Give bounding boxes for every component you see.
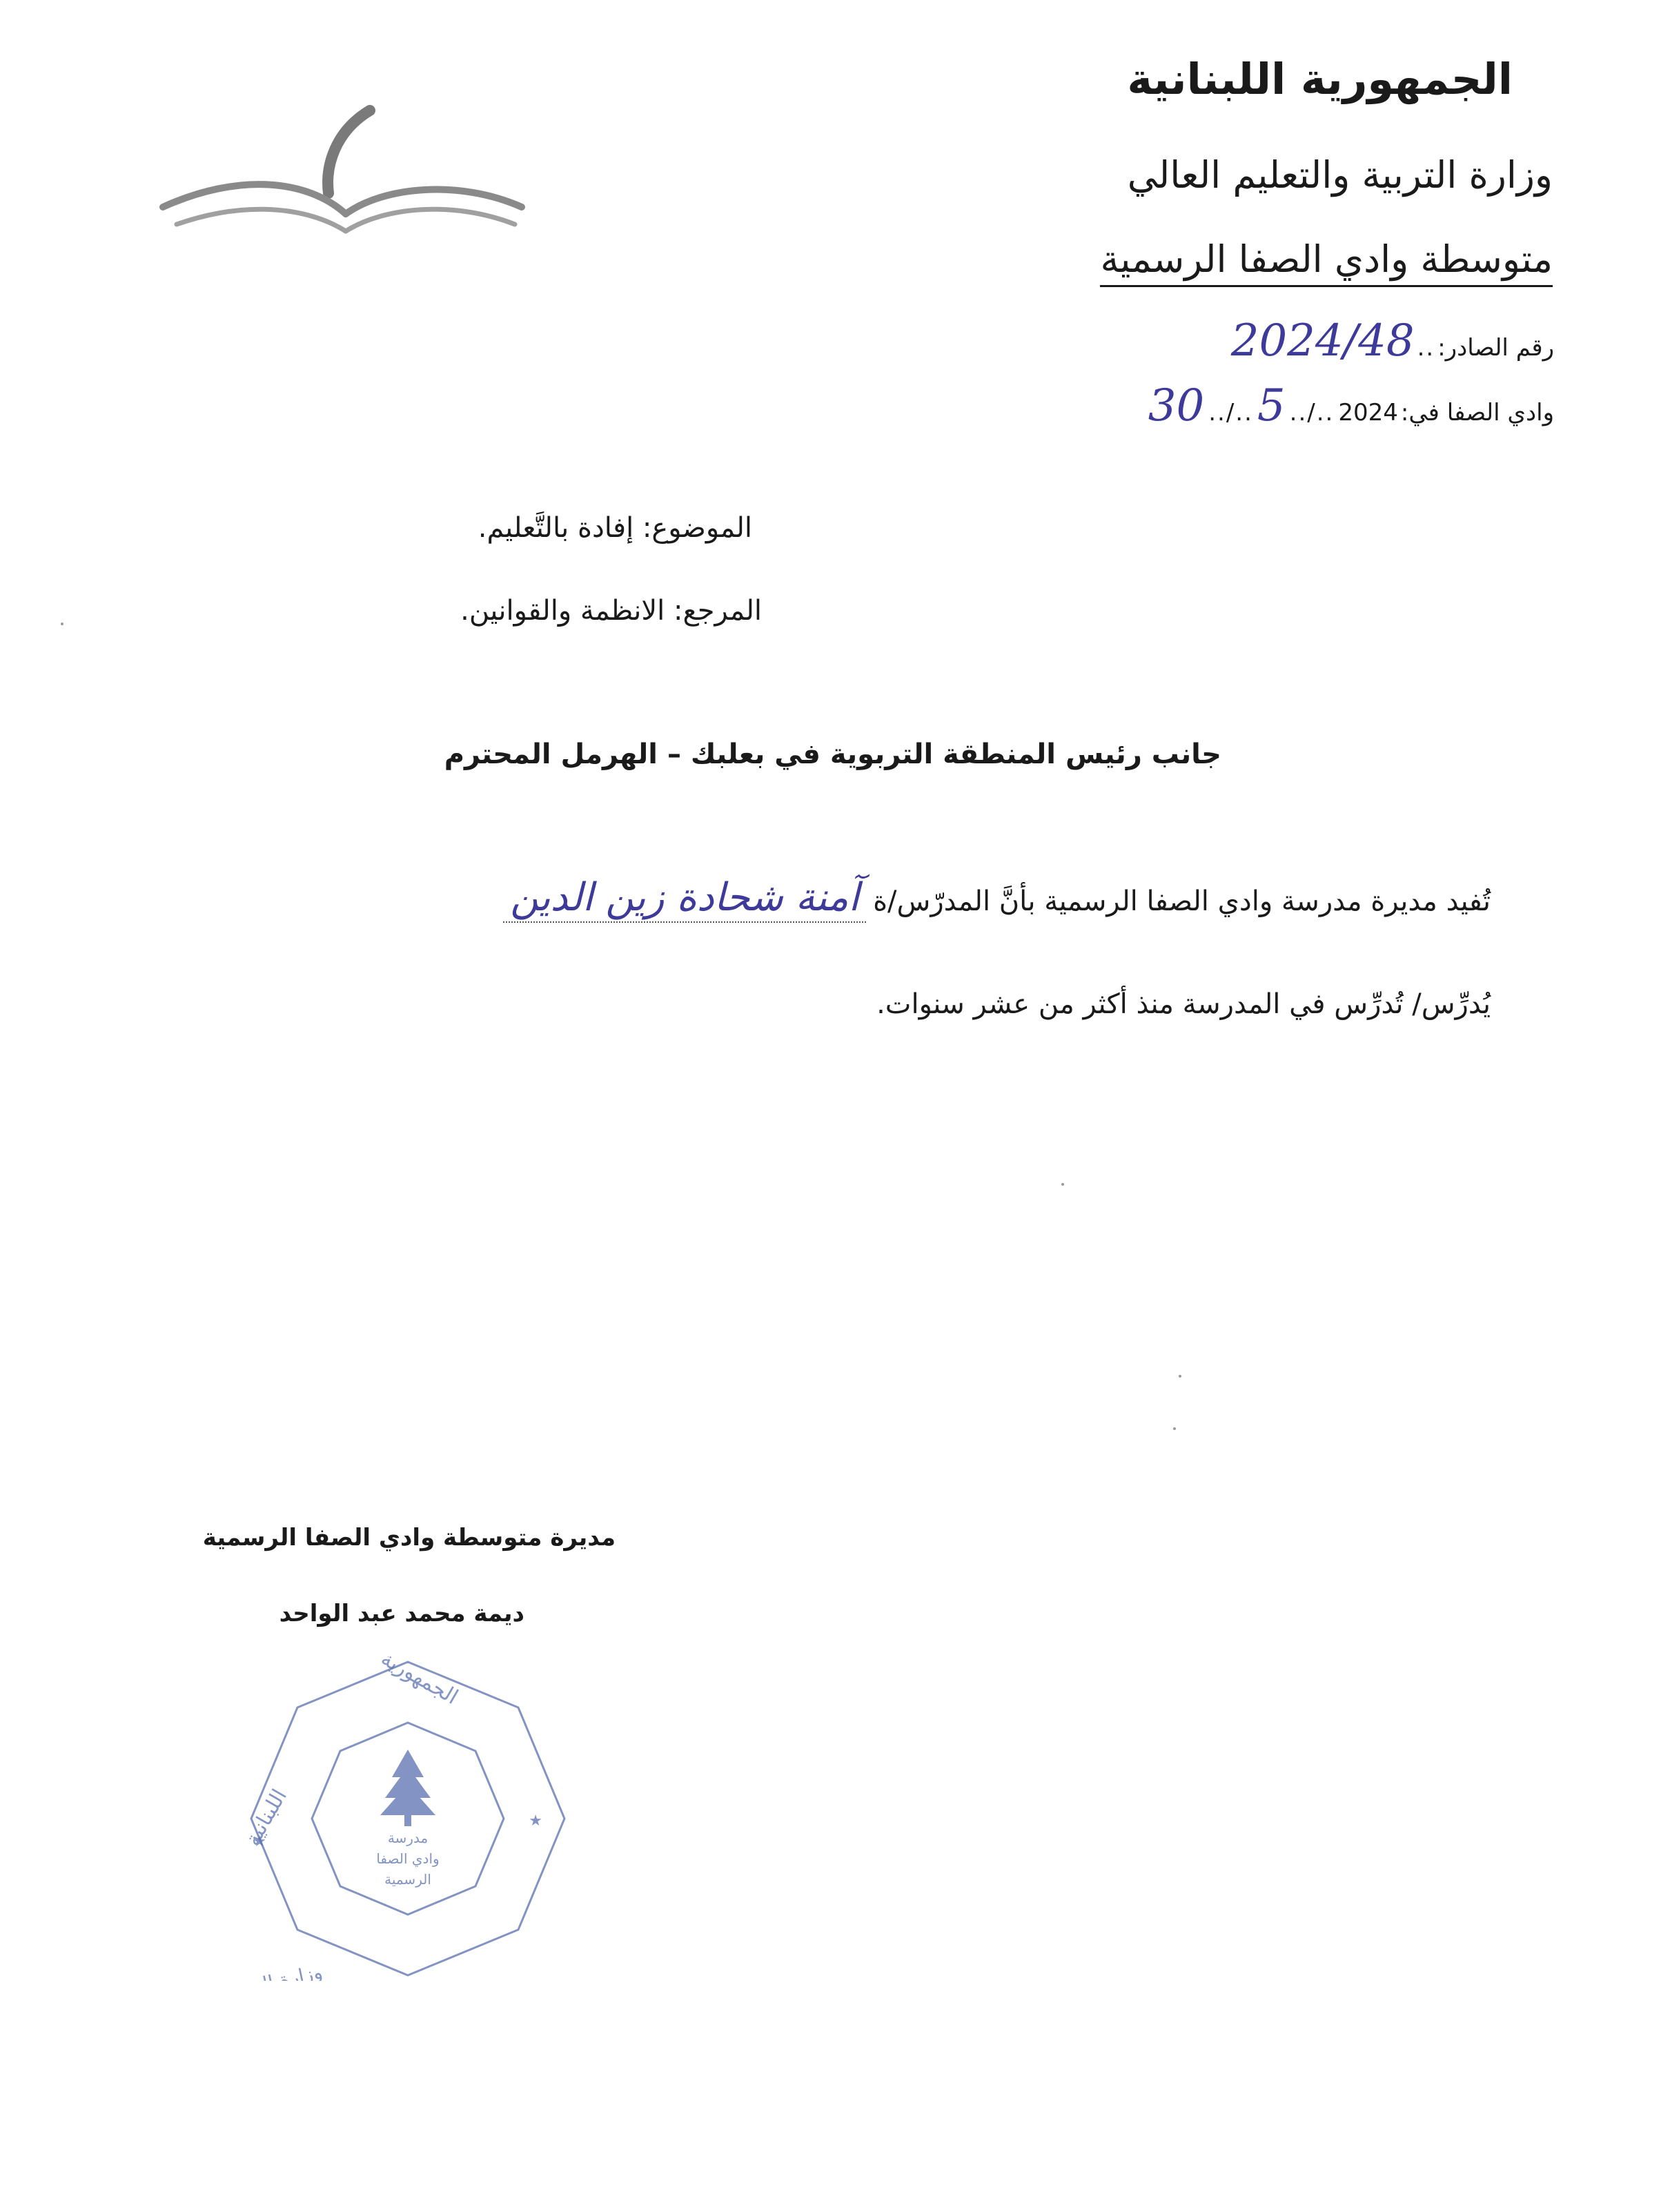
reference-line: المرجع: الانظمة والقوانين. xyxy=(460,595,762,627)
signatory-name: ديمة محمد عبد الواحد xyxy=(279,1600,524,1627)
outgoing-number-label: رقم الصادر: xyxy=(1437,334,1554,362)
scan-speck xyxy=(1179,1375,1181,1378)
stamp-star-icon: ★ xyxy=(529,1812,542,1830)
scan-speck xyxy=(61,623,63,625)
stamp-text-left: اللبنانية xyxy=(246,1785,292,1850)
issue-date-label: وادي الصفا في: xyxy=(1400,399,1554,427)
addressee: جانب رئيس المنطقة التربوية في بعلبك – الهرمل المحترم xyxy=(444,738,1221,770)
book-logo-icon xyxy=(156,90,542,244)
stamp-star-icon: ★ xyxy=(253,1833,266,1850)
ministry-name: وزارة التربية والتعليم العالي xyxy=(1127,153,1553,197)
issue-date: وادي الصفا في: 30 ../.. 5 ../.. 2024 xyxy=(1148,380,1554,431)
scan-speck xyxy=(1173,1427,1176,1430)
stamp-inner-line-1: مدرسة xyxy=(387,1830,429,1846)
country-title: الجمهورية اللبنانية xyxy=(1127,54,1513,104)
certificate-line-1 xyxy=(503,875,1491,923)
teacher-name-handwritten: آمنة شحادة زين الدين xyxy=(503,875,866,923)
issue-date-month: 5 xyxy=(1257,380,1286,431)
issue-date-year: 2024 xyxy=(1338,399,1398,427)
stamp-text-top: الجمهورية xyxy=(376,1656,462,1710)
official-stamp xyxy=(246,1656,570,1984)
subject-line: الموضوع: إفادة بالتَّعليم. xyxy=(478,512,752,544)
stamp-text-bottom xyxy=(246,1961,324,1981)
outgoing-number-value: 2024/48 xyxy=(1230,315,1415,366)
signatory-title: مديرة متوسطة وادي الصفا الرسمية xyxy=(202,1524,616,1552)
stamp-inner-line-3: الرسمية xyxy=(384,1871,431,1888)
certificate-line-2: يُدرِّس/ تُدرِّس في المدرسة منذ أكثر من عشر سنوات. xyxy=(876,988,1491,1020)
school-name: متوسطة وادي الصفا الرسمية xyxy=(1100,237,1553,287)
issue-date-day: 30 xyxy=(1148,380,1205,431)
outgoing-number xyxy=(1230,315,1554,366)
cedar-tree-icon xyxy=(380,1750,435,1826)
stamp-inner-line-2: وادي الصفا xyxy=(376,1850,440,1867)
certificate-line-1-text: تُفيد مديرة مدرسة وادي الصفا الرسمية بأنَّ المدرّس/ة xyxy=(873,885,1491,917)
dotted-filler: .. xyxy=(1417,334,1435,362)
scan-speck xyxy=(1061,1183,1064,1186)
